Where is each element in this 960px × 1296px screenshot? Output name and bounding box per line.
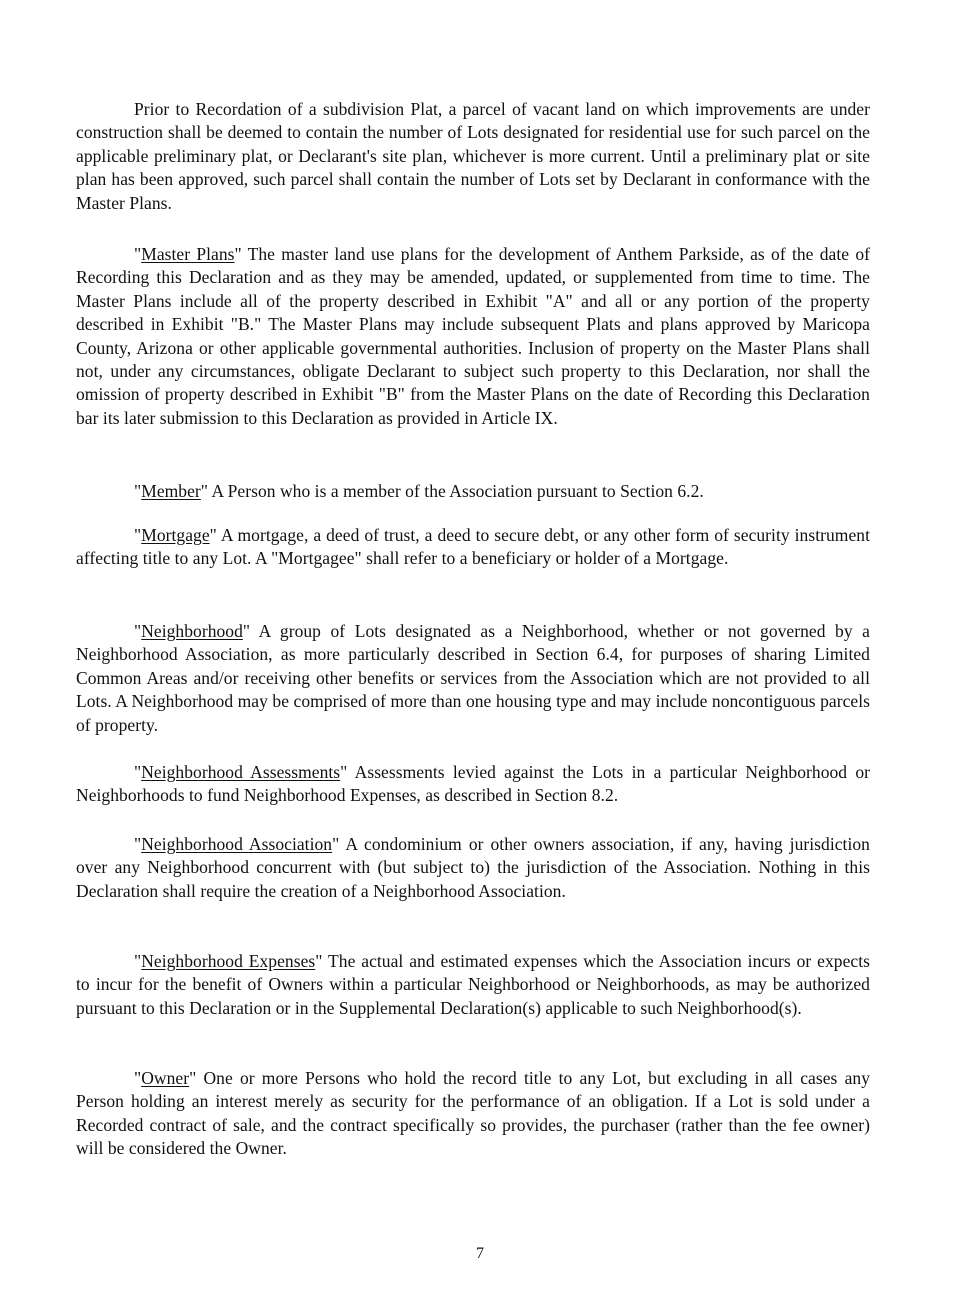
close-quote: " <box>340 762 348 782</box>
paragraph-text: Prior to Recordation of a subdivision Plat, a parcel of vacant land on which improvements are under construction shall be deemed to contain the number of Lots designated for residential use for such parcel on the applicable preliminary plat, or Declarant's site plan, whichever is more current. Until a preliminary plat or site plan has been approved, such parcel shall contain the number of Lots set by Declarant in conformance with the Master Plans. <box>76 99 870 213</box>
definition-neighborhood-assessments <box>76 761 870 808</box>
defined-term: Neighborhood Assessments <box>141 762 341 782</box>
defined-term: Mortgage <box>141 525 210 545</box>
close-quote: " <box>189 1068 197 1088</box>
defined-term: Neighborhood Expenses <box>141 951 316 971</box>
definition-neighborhood-association <box>76 833 870 903</box>
definition-text: One or more Persons who hold the record title to any Lot, but excluding in all cases any Person holding an interest merely as security for the performance of an obligation. If a Lot is sold under a Recorded contract of sale, and the contract specifically so provides, the purchaser (rather than the fee owner) will be considered the Owner. <box>76 1068 870 1159</box>
close-quote: " <box>242 621 251 641</box>
definition-text: A Person who is a member of the Association pursuant to Section 6.2. <box>208 481 704 501</box>
definition-text: A group of Lots designated as a Neighborhood, whether or not governed by a Neighborhood Association, as more particularly described in Section 6.4, for purposes of sharing Limited Common Areas and/or receiving other benefits or services from the Association which are not provided to all Lots. A Neighborhood may be comprised of more than one housing type and may include noncontiguous parcels of property. <box>76 621 870 735</box>
close-quote: " <box>234 244 242 264</box>
definition-neighborhood-expenses <box>76 950 870 1020</box>
definition-text: The master land use plans for the development of Anthem Parkside, as of the date of Recording this Declaration and as they may be amended, updated, or supplemented from time to time. The Master Plans include all of the property described in Exhibit "A" and all or any portion of the property described in Exhibit "B." The Master Plans may include subsequent Plats and plans approved by Maricopa County, Arizona or other applicable governmental authorities. Inclusion of property on the Master Plans shall not, under any circumstances, obligate Declarant to subject such property to this Declaration, nor shall the omission of property described in Exhibit "B" from the Master Plans on the date of Recording this Declaration bar its later submission to this Declaration as provided in Article IX. <box>76 244 870 428</box>
open-quote: " <box>134 762 142 782</box>
close-quote: " <box>200 481 208 501</box>
definition-neighborhood <box>76 620 870 737</box>
definition-text: The actual and estimated expenses which the Association incurs or expects to incur for the benefit of Owners within a particular Neighborhood or Neighborhoods, as may be authorized pursuant to this Declaration or in the Supplemental Declaration(s) applicable to such Neighborhood(s). <box>76 951 870 1018</box>
open-quote: " <box>134 951 142 971</box>
definition-member <box>76 480 870 503</box>
open-quote: " <box>134 481 142 501</box>
definition-owner <box>76 1067 870 1161</box>
definition-text: Assessments levied against the Lots in a particular Neighborhood or Neighborhoods to fund Neighborhood Expenses, as described in Section 8.2. <box>76 762 871 806</box>
close-quote: " <box>209 525 217 545</box>
defined-term: Owner <box>141 1068 190 1088</box>
open-quote: " <box>134 621 142 641</box>
definition-text: A mortgage, a deed of trust, a deed to secure debt, or any other form of security instrument affecting title to any Lot. A "Mortgagee" shall refer to a beneficiary or holder of a Mortgage. <box>76 525 870 569</box>
close-quote: " <box>315 951 323 971</box>
open-quote: " <box>134 834 142 854</box>
definition-master-plans <box>76 243 870 430</box>
close-quote: " <box>332 834 340 854</box>
definition-mortgage <box>76 524 870 571</box>
defined-term: Neighborhood Association <box>141 834 333 854</box>
open-quote: " <box>134 525 142 545</box>
paragraph-lot-count <box>76 98 870 215</box>
page-number: 7 <box>476 1245 484 1262</box>
defined-term: Master Plans <box>141 244 235 264</box>
defined-term: Member <box>141 481 201 501</box>
definition-text: A condominium or other owners association, if any, having jurisdiction over any Neighborhood concurrent with (but subject to) the jurisdiction of the Association. Nothing in this Declaration shall require the creation of a Neighborhood Association. <box>76 834 870 901</box>
open-quote: " <box>134 244 142 264</box>
open-quote: " <box>134 1068 142 1088</box>
defined-term: Neighborhood <box>141 621 243 641</box>
